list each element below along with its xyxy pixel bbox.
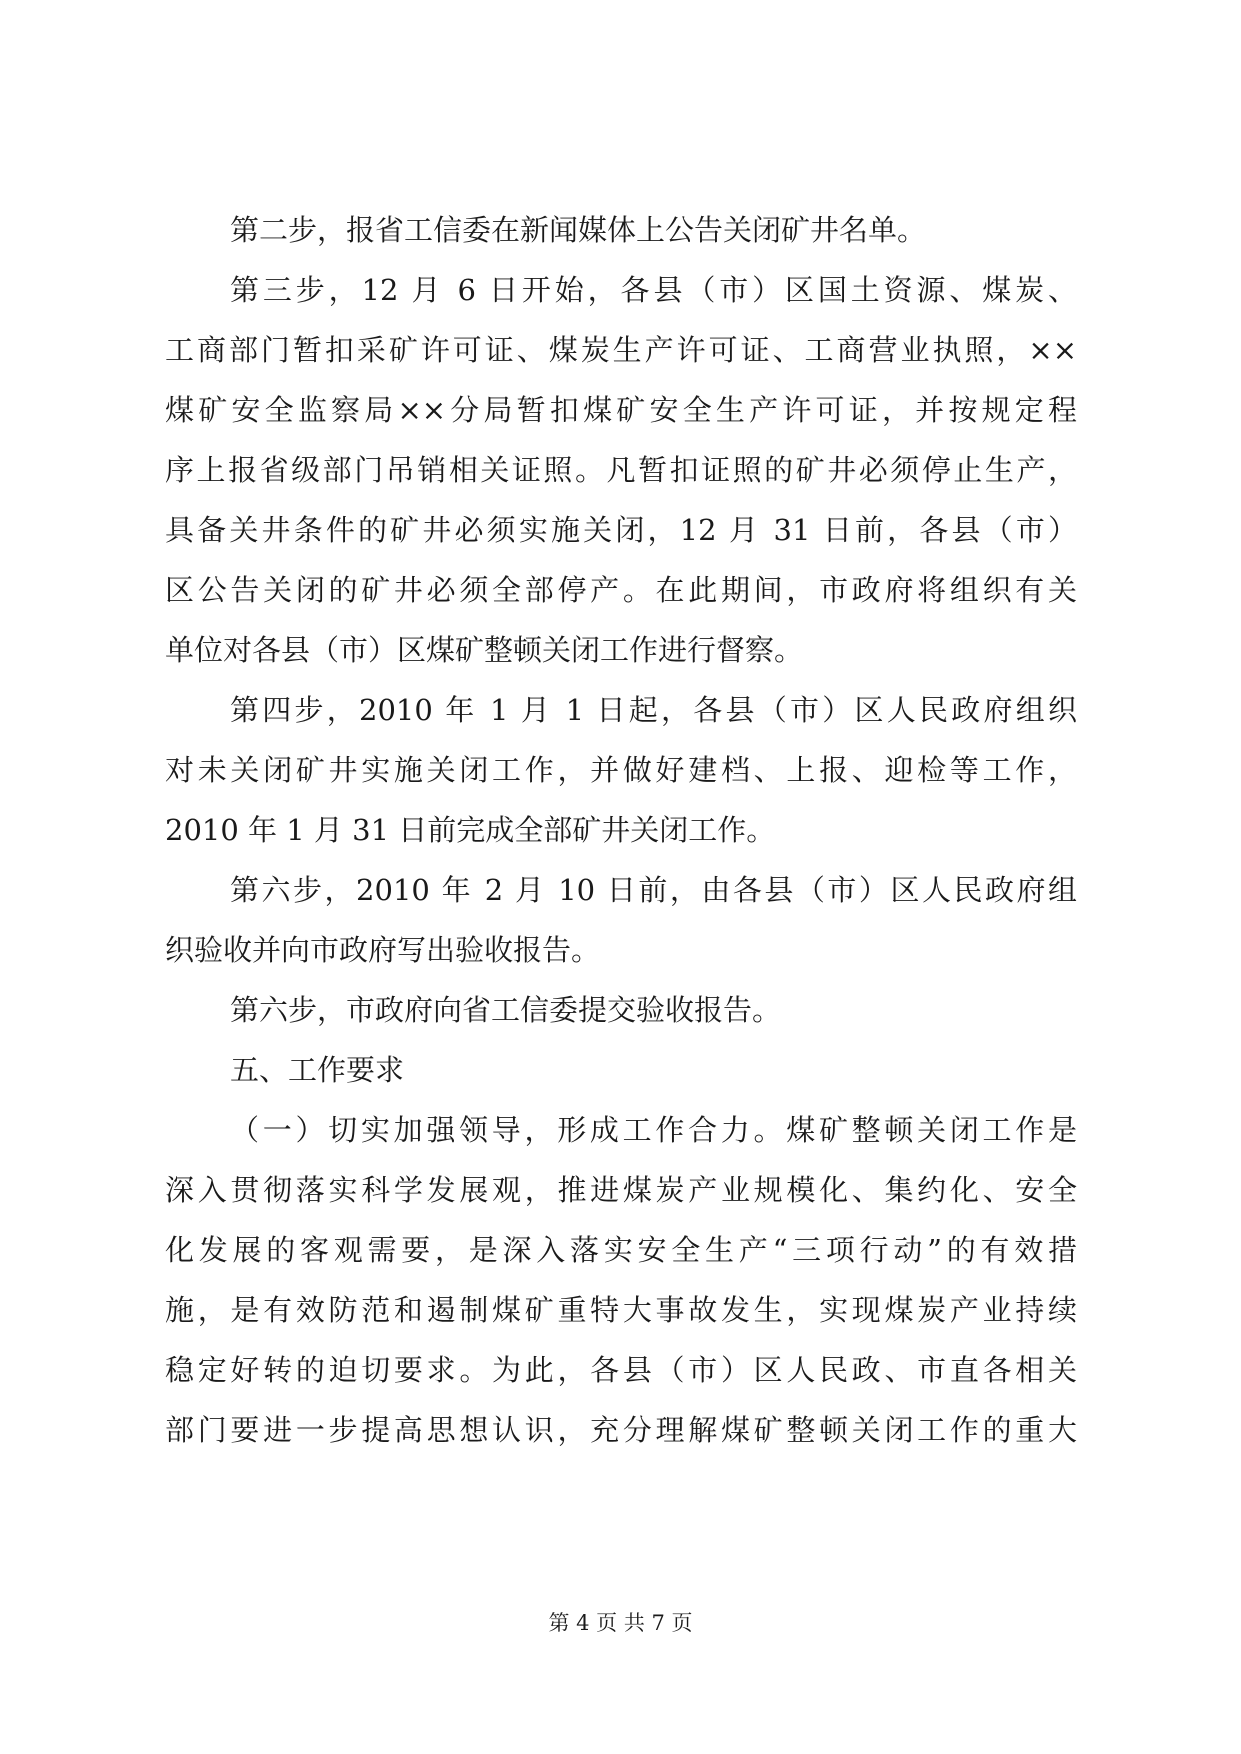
paragraph-line: 第六步，2010 年 2 月 10 日前，由各县（市）区人民政府组: [230, 873, 1077, 907]
paragraph-line: 区公告关闭的矿井必须全部停产。在此期间，市政府将组织有关: [165, 573, 1077, 607]
paragraph-line: 深入贯彻落实科学发展观，推进煤炭产业规模化、集约化、安全: [165, 1173, 1077, 1207]
paragraph-line: 织验收并向市政府写出验收报告。: [165, 933, 601, 967]
paragraph-line: 第四步，2010 年 1 月 1 日起，各县（市）区人民政府组织: [230, 693, 1077, 727]
paragraph-line: 第三步，12 月 6 日开始，各县（市）区国土资源、煤炭、: [230, 273, 1077, 307]
paragraph-line: （一）切实加强领导，形成工作合力。煤矿整顿关闭工作是: [230, 1113, 1077, 1147]
paragraph-line: 稳定好转的迫切要求。为此，各县（市）区人民政、市直各相关: [165, 1353, 1077, 1387]
paragraph-line: 煤矿安全监察局××分局暂扣煤矿安全生产许可证，并按规定程: [165, 393, 1077, 427]
paragraph-line: 单位对各县（市）区煤矿整顿关闭工作进行督察。: [165, 633, 804, 667]
section-heading: 五、工作要求: [230, 1053, 405, 1087]
paragraph-line: 工商部门暂扣采矿许可证、煤炭生产许可证、工商营业执照，××: [165, 333, 1077, 367]
paragraph-line: 施，是有效防范和遏制煤矿重特大事故发生，实现煤炭产业持续: [165, 1293, 1077, 1327]
paragraph-line: 对未关闭矿井实施关闭工作，并做好建档、上报、迎检等工作，: [165, 753, 1077, 787]
paragraph-line: 具备关井条件的矿井必须实施关闭，12 月 31 日前，各县（市）: [165, 513, 1077, 547]
paragraph-line: 化发展的客观需要，是深入落实安全生产“三项行动”的有效措: [165, 1233, 1077, 1267]
paragraph-line: 序上报省级部门吊销相关证照。凡暂扣证照的矿井必须停止生产，: [165, 453, 1077, 487]
paragraph-line: 部门要进一步提高思想认识，充分理解煤矿整顿关闭工作的重大: [165, 1413, 1077, 1447]
paragraph-line: 2010 年 1 月 31 日前完成全部矿井关闭工作。: [165, 813, 776, 847]
paragraph-line: 第六步，市政府向省工信委提交验收报告。: [230, 993, 782, 1027]
paragraph-line: 第二步，报省工信委在新闻媒体上公告关闭矿井名单。: [230, 213, 927, 247]
page-number: 第 4 页 共 7 页: [548, 1611, 693, 1635]
